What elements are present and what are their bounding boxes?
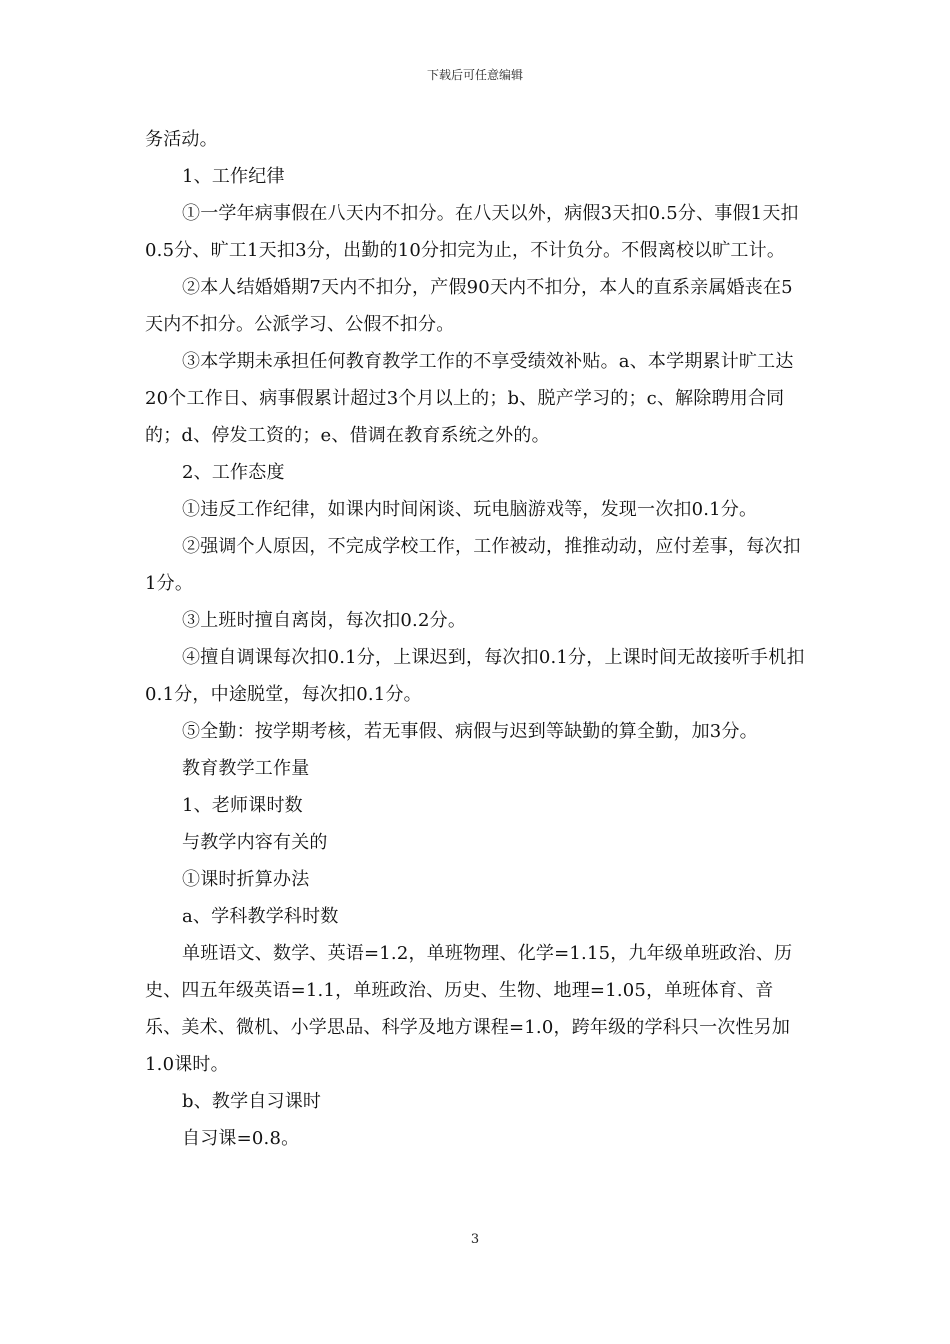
section-heading: 1、老师课时数 bbox=[182, 795, 303, 816]
paragraph: ③上班时擅自离岗，每次扣0.2分。 bbox=[182, 610, 467, 631]
paragraph: 务活动。 bbox=[145, 129, 218, 150]
paragraph: ④擅自调课每次扣0.1分，上课迟到，每次扣0.1分，上课时间无故接听手机扣0.1分，中途脱堂，每次扣0.1分。 bbox=[145, 647, 805, 705]
paragraph: a、学科教学科时数 bbox=[182, 906, 339, 927]
paragraph: ②强调个人原因，不完成学校工作，工作被动，推推动动，应付差事，每次扣1分。 bbox=[145, 536, 801, 594]
page-header: 下载后可任意编辑 bbox=[426, 68, 523, 82]
section-heading: 2、工作态度 bbox=[182, 462, 285, 483]
page-number: 3 bbox=[470, 1232, 480, 1247]
paragraph: 与教学内容有关的 bbox=[182, 832, 328, 853]
section-heading: 教育教学工作量 bbox=[182, 758, 310, 779]
paragraph: 单班语文、数学、英语=1.2，单班物理、化学=1.15，九年级单班政治、历史、四五年级英语=1.1，单班政治、历史、生物、地理=1.05，单班体育、音乐、美术、微机、小学思品、科学及地方课程=1.0，跨年级的学科只一次性另加1.0课时。 bbox=[145, 943, 793, 1075]
paragraph: ①违反工作纪律，如课内时间闲谈、玩电脑游戏等，发现一次扣0.1分。 bbox=[182, 499, 758, 520]
paragraph: ①一学年病事假在八天内不扣分。在八天以外，病假3天扣0.5分、事假1天扣0.5分、旷工1天扣3分，出勤的10分扣完为止，不计负分。不假离校以旷工计。 bbox=[145, 203, 799, 261]
paragraph: ②本人结婚婚期7天内不扣分，产假90天内不扣分，本人的直系亲属婚丧在5天内不扣分。公派学习、公假不扣分。 bbox=[145, 277, 793, 335]
paragraph: ③本学期未承担任何教育教学工作的不享受绩效补贴。a、本学期累计旷工达20个工作日、病事假累计超过3个月以上的；b、脱产学习的；c、解除聘用合同的；d、停发工资的；e、借调在教育系统之外的。 bbox=[145, 351, 794, 446]
section-heading: 1、工作纪律 bbox=[182, 166, 285, 187]
paragraph: b、教学自习课时 bbox=[182, 1091, 322, 1112]
paragraph: 自习课=0.8。 bbox=[182, 1128, 300, 1149]
paragraph: ⑤全勤：按学期考核，若无事假、病假与迟到等缺勤的算全勤，加3分。 bbox=[182, 721, 758, 742]
paragraph: ①课时折算办法 bbox=[182, 869, 310, 890]
document-body bbox=[145, 121, 809, 1157]
